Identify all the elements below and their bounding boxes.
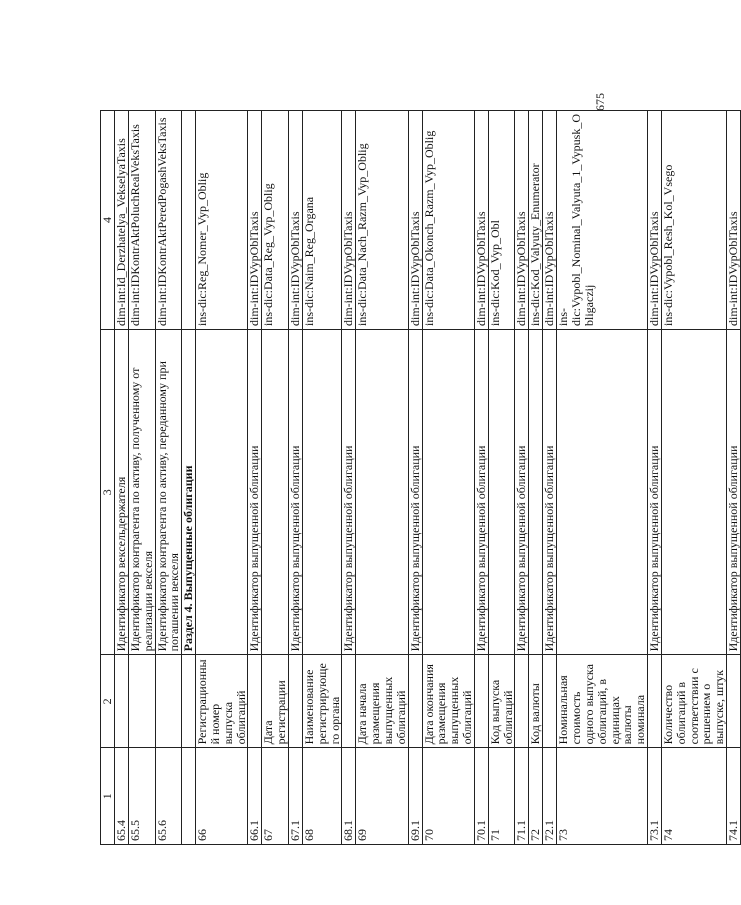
table-cell-c2: [342, 655, 356, 748]
table-cell-c3: [302, 329, 341, 654]
table-cell-c2: Код валюты: [529, 655, 543, 748]
table-row: [515, 111, 529, 845]
table-cell-c2: Дата начала размещения выпущенных облигаций: [356, 655, 408, 748]
table-row: [647, 111, 661, 845]
table-cell-c2: Код выпуска облигаций: [488, 655, 515, 748]
table-row: [661, 111, 726, 845]
table-row: [288, 111, 302, 845]
table-cell-c1: 73: [557, 748, 648, 845]
table-cell-c4: ins-dic:Data_Okonch_Razm_Vyp_Oblig: [422, 111, 474, 330]
table-cell-c4: dim-int:IDVypOblTaxis: [248, 111, 262, 330]
table-cell-c4: ins-dic:Naim_Reg_Organa: [302, 111, 341, 330]
data-table: [100, 110, 741, 845]
table-cell-c1: 72: [529, 748, 543, 845]
table-cell-c1: 67: [262, 748, 289, 845]
table-cell-c2: Дата окончания размещения выпущенных облигаций: [422, 655, 474, 748]
table-cell-c2: [647, 655, 661, 748]
table-cell-c3: [356, 329, 408, 654]
table-cell-c3: Идентификатор выпущенной облигации: [248, 329, 262, 654]
table-cell-c2: [182, 655, 196, 748]
table-cell-c2: [115, 655, 129, 748]
table-cell-c1: 74.1: [726, 748, 740, 845]
column-header: 3: [101, 329, 115, 654]
table-cell-c2: Количество облигаций в соответствии с решением о выпуске, штук: [661, 655, 726, 748]
table-cell-c1: 71: [488, 748, 515, 845]
table-row: [356, 111, 408, 845]
table-row: [262, 111, 289, 845]
table-cell-c2: [248, 655, 262, 748]
table-cell-c4: ins-dic:Kod_Valyuty_Enumerator: [529, 111, 543, 330]
column-header: 4: [101, 111, 115, 330]
table-row: [196, 111, 248, 845]
table-cell-c4: ins-dic:Reg_Nomer_Vyp_Oblig: [196, 111, 248, 330]
table-cell-c1: 70.1: [474, 748, 488, 845]
table-cell-c2: Регистрационный номер выпуска облигаций: [196, 655, 248, 748]
table-header-row: [101, 111, 115, 845]
table-cell-c2: Дата регистрации: [262, 655, 289, 748]
table-row: [155, 111, 182, 845]
table-cell-c3: Раздел 4. Выпущенные облигации: [182, 329, 196, 654]
table-cell-c3: Идентификатор выпущенной облигации: [515, 329, 529, 654]
table-cell-c3: Идентификатор выпущенной облигации: [408, 329, 422, 654]
table-row: [529, 111, 543, 845]
page-number: 675: [592, 93, 607, 111]
table-cell-c3: [661, 329, 726, 654]
table-cell-c4: dim-int:IDVypOblTaxis: [726, 111, 740, 330]
table-cell-c3: Идентификатор выпущенной облигации: [726, 329, 740, 654]
table-row: [422, 111, 474, 845]
column-header: 2: [101, 655, 115, 748]
table-cell-c2: [543, 655, 557, 748]
table-cell-c2: [408, 655, 422, 748]
table-row: [543, 111, 557, 845]
table-cell-c2: Номинальная стоимость одного выпуска облигаций, в единицах валюты номинала: [557, 655, 648, 748]
table-cell-c1: 71.1: [515, 748, 529, 845]
table-cell-c4: ins-dic:Data_Reg_Vyp_Oblig: [262, 111, 289, 330]
table-cell-c1: 73.1: [647, 748, 661, 845]
table-cell-c4: ins-dic:Vypobl_Resh_Kol_Vsego: [661, 111, 726, 330]
table-cell-c3: [196, 329, 248, 654]
table-cell-c1: 69.1: [408, 748, 422, 845]
table-cell-c1: 68.1: [342, 748, 356, 845]
table-row: [726, 111, 740, 845]
table-row: [408, 111, 422, 845]
table-cell-c4: ins-dic:Data_Nach_Razm_Vyp_Oblig: [356, 111, 408, 330]
table-cell-c4: dim-int:Id_Derzhatelya_VekselyaTaxis: [115, 111, 129, 330]
table-cell-c1: 74: [661, 748, 726, 845]
table-cell-c1: 65.5: [129, 748, 156, 845]
table-cell-c3: Идентификатор выпущенной облигации: [288, 329, 302, 654]
table-cell-c1: 72.1: [543, 748, 557, 845]
column-header: 1: [101, 748, 115, 845]
table-cell-c4: dim-int:IDVypOblTaxis: [288, 111, 302, 330]
table-row: [474, 111, 488, 845]
table-cell-c4: dim-int:IDVypOblTaxis: [474, 111, 488, 330]
table-cell-c1: [182, 748, 196, 845]
table-cell-c3: [529, 329, 543, 654]
table-cell-c4: dim-int:IDVypOblTaxis: [342, 111, 356, 330]
table-cell-c2: [288, 655, 302, 748]
table-cell-c1: 65.4: [115, 748, 129, 845]
table-cell-c1: 66: [196, 748, 248, 845]
table-row: [129, 111, 156, 845]
table-cell-c3: Идентификатор выпущенной облигации: [474, 329, 488, 654]
table-cell-c1: 70: [422, 748, 474, 845]
table-cell-c3: Идентификатор контрагента по активу, переданному при погашении векселя: [155, 329, 182, 654]
table-cell-c2: [726, 655, 740, 748]
table-cell-c3: Идентификатор вексельдержателя: [115, 329, 129, 654]
table-row: [488, 111, 515, 845]
table-body: [115, 111, 741, 845]
table-cell-c2: Наименование регистрирующего органа: [302, 655, 341, 748]
table-cell-c2: [155, 655, 182, 748]
table-cell-c3: [262, 329, 289, 654]
table-row: [302, 111, 341, 845]
table-cell-c4: ins-dic:Kod_Vyp_Obl: [488, 111, 515, 330]
table-cell-c1: 65.6: [155, 748, 182, 845]
table-cell-c1: 67.1: [288, 748, 302, 845]
table-cell-c3: Идентификатор выпущенной облигации: [647, 329, 661, 654]
table-row: [557, 111, 648, 845]
section-header-row: [182, 111, 196, 845]
table-cell-c1: 68: [302, 748, 341, 845]
table-cell-c4: dim-int:IDKontrAktPoluchRealVeksTaxis: [129, 111, 156, 330]
table-cell-c2: [474, 655, 488, 748]
table-cell-c3: Идентификатор выпущенной облигации: [543, 329, 557, 654]
table-cell-c3: [422, 329, 474, 654]
table-cell-c4: [182, 111, 196, 330]
table-cell-c4: dim-int:IDVypOblTaxis: [647, 111, 661, 330]
table-cell-c2: [129, 655, 156, 748]
table-cell-c1: 69: [356, 748, 408, 845]
table-cell-c4: dim-int:IDVypOblTaxis: [408, 111, 422, 330]
table-cell-c3: Идентификатор контрагента по активу, полученному от реализации векселя: [129, 329, 156, 654]
table-cell-c3: Идентификатор выпущенной облигации: [342, 329, 356, 654]
table-cell-c3: [557, 329, 648, 654]
table-row: [115, 111, 129, 845]
table-cell-c4: ins-dic:Vypobl_Nominal_Valyuta_1_Vypusk_Obligaczij: [557, 111, 648, 330]
rotated-table-container: [100, 110, 740, 845]
table-cell-c2: [515, 655, 529, 748]
table-cell-c3: [488, 329, 515, 654]
table-row: [248, 111, 262, 845]
table-row: [342, 111, 356, 845]
table-cell-c4: dim-int:IDKontrAktPeredPogashVeksTaxis: [155, 111, 182, 330]
table-cell-c4: dim-int:IDVypOblTaxis: [515, 111, 529, 330]
table-cell-c1: 66.1: [248, 748, 262, 845]
table-cell-c4: dim-int:IDVypOblTaxis: [543, 111, 557, 330]
